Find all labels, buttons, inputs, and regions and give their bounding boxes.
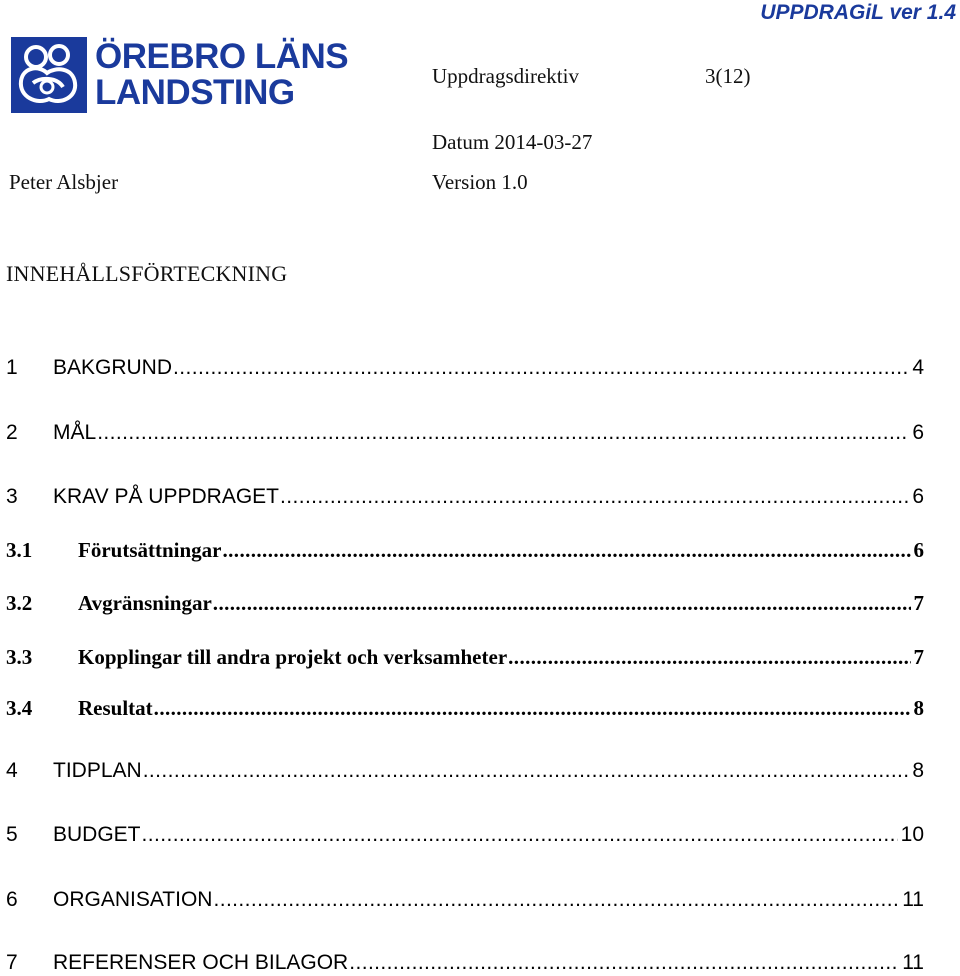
toc-entry-title: MÅL <box>53 421 97 444</box>
document-date: Datum 2014-03-27 <box>432 130 593 154</box>
toc-entry-title: TIDPLAN <box>53 759 142 782</box>
toc-leader-dots <box>143 758 910 784</box>
toc-entry[interactable] <box>6 758 924 784</box>
toc-leader-dots <box>213 590 911 616</box>
logo-line-2: LANDSTING <box>95 73 295 112</box>
toc-entry[interactable] <box>6 887 924 913</box>
toc-entry-page: 4 <box>912 356 924 379</box>
organization-logo <box>11 37 349 115</box>
toc-entry-number: 5 <box>6 823 18 846</box>
toc-entry-number: 2 <box>6 421 18 444</box>
toc-entry[interactable] <box>6 822 924 848</box>
document-author: Peter Alsbjer <box>9 170 119 194</box>
toc-entry-page: 7 <box>913 645 924 669</box>
toc-entry-number: 3.3 <box>6 645 33 669</box>
toc-entry-title: Resultat <box>78 696 153 720</box>
toc-entry[interactable] <box>6 590 924 616</box>
page-number: 3(12) <box>705 64 751 88</box>
mother-child-icon <box>11 37 87 113</box>
toc-entry-page: 6 <box>912 485 924 508</box>
logo-wordmark <box>95 39 348 111</box>
toc-entry-page: 11 <box>902 951 924 974</box>
toc-leader-dots <box>349 950 899 976</box>
toc-entry[interactable] <box>6 355 924 381</box>
toc-entry[interactable] <box>6 644 924 670</box>
toc-entry-title: Förutsättningar <box>78 538 222 562</box>
toc-entry-title: BAKGRUND <box>53 356 173 379</box>
toc-entry-title: Avgränsningar <box>78 591 212 615</box>
toc-entry-number: 7 <box>6 951 18 974</box>
toc-entry-page: 7 <box>913 591 924 615</box>
toc-entry-page: 8 <box>913 696 924 720</box>
toc-entry-title: BUDGET <box>53 823 141 846</box>
toc-entry[interactable] <box>6 950 924 976</box>
toc-leader-dots <box>154 695 911 721</box>
logo-line-1: ÖREBRO LÄNS <box>95 37 349 76</box>
toc-entry-page: 10 <box>900 823 924 846</box>
toc-entry-page: 11 <box>902 888 924 911</box>
document-type: Uppdragsdirektiv <box>432 64 579 88</box>
toc-leader-dots <box>223 537 911 563</box>
toc-leader-dots <box>213 887 899 913</box>
toc-entry-title: REFERENSER OCH BILAGOR <box>53 951 349 974</box>
toc-leader-dots <box>508 644 910 670</box>
toc-entry-title: ORGANISATION <box>53 888 213 911</box>
toc-heading: INNEHÅLLSFÖRTECKNING <box>6 261 288 286</box>
toc-entry-number: 4 <box>6 759 18 782</box>
toc-entry[interactable] <box>6 420 924 446</box>
toc-entry-page: 8 <box>912 759 924 782</box>
toc-entry-page: 6 <box>913 538 924 562</box>
toc-entry-page: 6 <box>912 421 924 444</box>
toc-leader-dots <box>142 822 898 848</box>
toc-entry-number: 3.2 <box>6 591 33 615</box>
toc-leader-dots <box>97 420 909 446</box>
toc-entry-number: 3 <box>6 485 18 508</box>
toc-entry[interactable] <box>6 695 924 721</box>
toc-entry-number: 6 <box>6 888 18 911</box>
toc-leader-dots <box>173 355 909 381</box>
toc-entry-number: 3.1 <box>6 538 33 562</box>
toc-entry-title: KRAV PÅ UPPDRAGET <box>53 485 279 508</box>
toc-entry[interactable] <box>6 537 924 563</box>
toc-entry[interactable] <box>6 484 924 510</box>
version-tag: UPPDRAGiL ver 1.4 <box>760 1 956 24</box>
toc-entry-number: 3.4 <box>6 696 33 720</box>
toc-entry-number: 1 <box>6 356 18 379</box>
toc-leader-dots <box>280 484 909 510</box>
toc-entry-title: Kopplingar till andra projekt och verksamheter <box>78 645 508 669</box>
document-version: Version 1.0 <box>432 170 528 194</box>
